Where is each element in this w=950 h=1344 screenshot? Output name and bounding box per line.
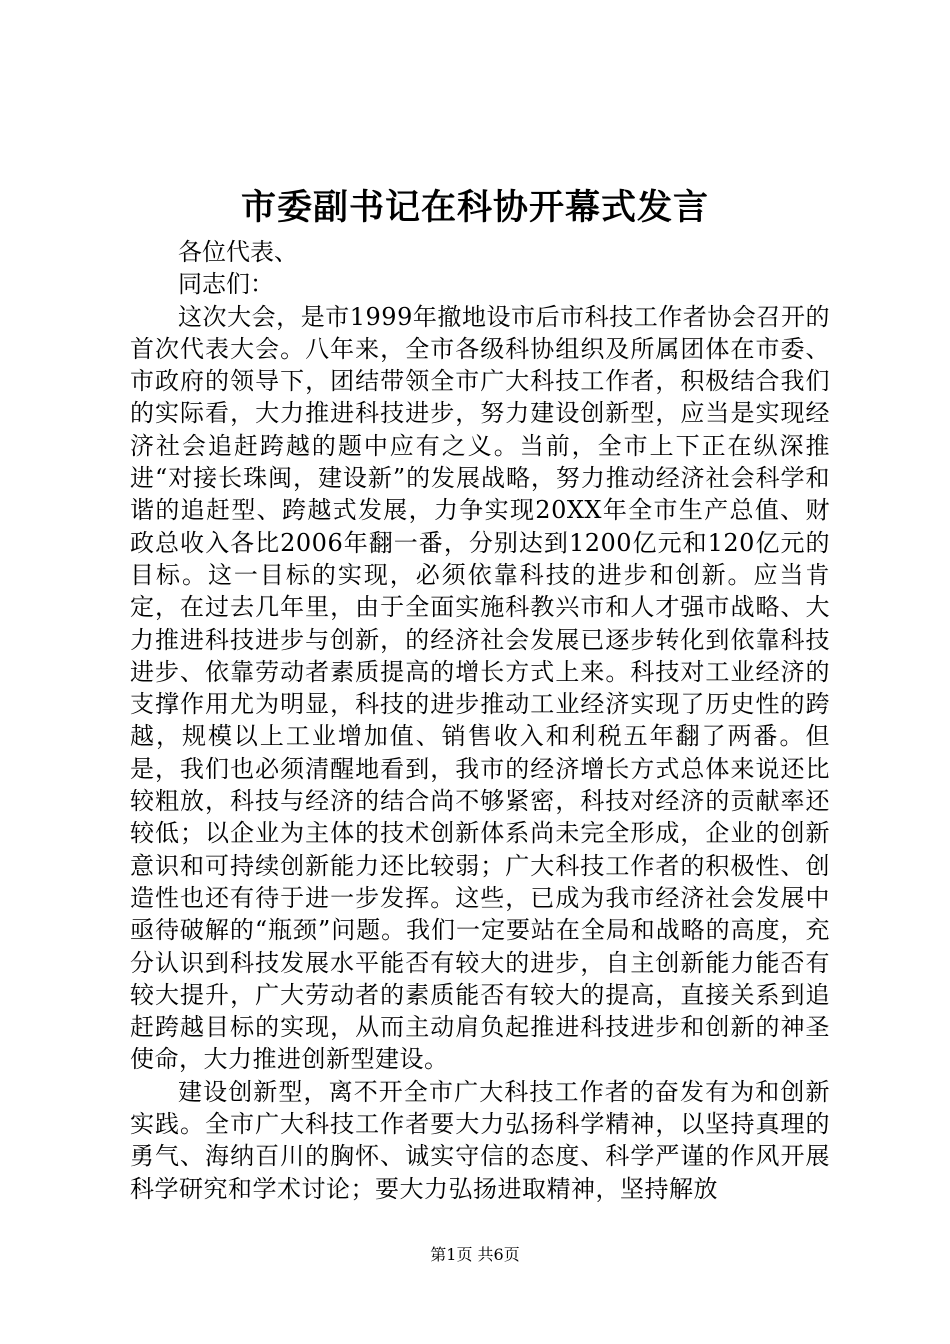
body-paragraph: 建设创新型，离不开全市广大科技工作者的奋发有为和创新实践。全市广大科技工作者要大力弘扬科学精神，以坚持真理的勇气、海纳百川的胸怀、诚实守信的态度、科学严谨的作风开展科学研究和学术讨论；要大力弘扬进取精神，坚持解放 xyxy=(130,1077,830,1203)
body-paragraph: 这次大会，是市1999年撤地设市后市科技工作者协会召开的首次代表大会。八年来，全市各级科协组织及所属团体在市委、市政府的领导下，团结带领全市广大科技工作者，积极结合我们的实际看，大力推进科技进步，努力建设创新型，应当是实现经济社会追赶跨越的题中应有之义。当前，全市上下正在纵深推进“对接长珠闽，建设新”的发展战略，努力推动经济社会科学和谐的追赶型、跨越式发展，力争实现20XX年全市生产总值、财政总收入各比2006年翻一番，分别达到1200亿元和120亿元的目标。这一目标的实现，必须依靠科技的进步和创新。应当肯定，在过去几年里，由于全面实施科教兴市和人才强市战略、大力推进科技进步与创新，的经济社会发展已逐步转化到依靠科技进步、依靠劳动者素质提高的增长方式上来。科技对工业经济的支撑作用尤为明显，科技的进步推动工业经济实现了历史性的跨越，规模以上工业增加值、销售收入和利税五年翻了两番。但是，我们也必须清醒地看到，我市的经济增长方式总体来说还比较粗放，科技与经济的结合尚不够紧密，科技对经济的贡献率还较低；以企业为主体的技术创新体系尚未完全形成，企业的创新意识和可持续创新能力还比较弱；广大科技工作者的积极性、创造性也还有待于进一步发挥。这些，已成为我市经济社会发展中亟待破解的“瓶颈”问题。我们一定要站在全局和战略的高度，充分认识到科技发展水平能否有较大的进步，自主创新能力能否有较大提升，广大劳动者的素质能否有较大的提高，直接关系到追赶跨越目标的实现，从而主动肩负起推进科技进步和创新的神圣使命，大力推进创新型建设。 xyxy=(130,302,830,1074)
page-number: 第1页 共6页 xyxy=(430,1245,520,1264)
document-body xyxy=(130,236,830,1205)
salutation-line: 各位代表、 xyxy=(178,238,298,266)
salutation-line: 同志们： xyxy=(178,270,274,299)
document-title: 市委副书记在科协开幕式发言 xyxy=(240,187,709,228)
